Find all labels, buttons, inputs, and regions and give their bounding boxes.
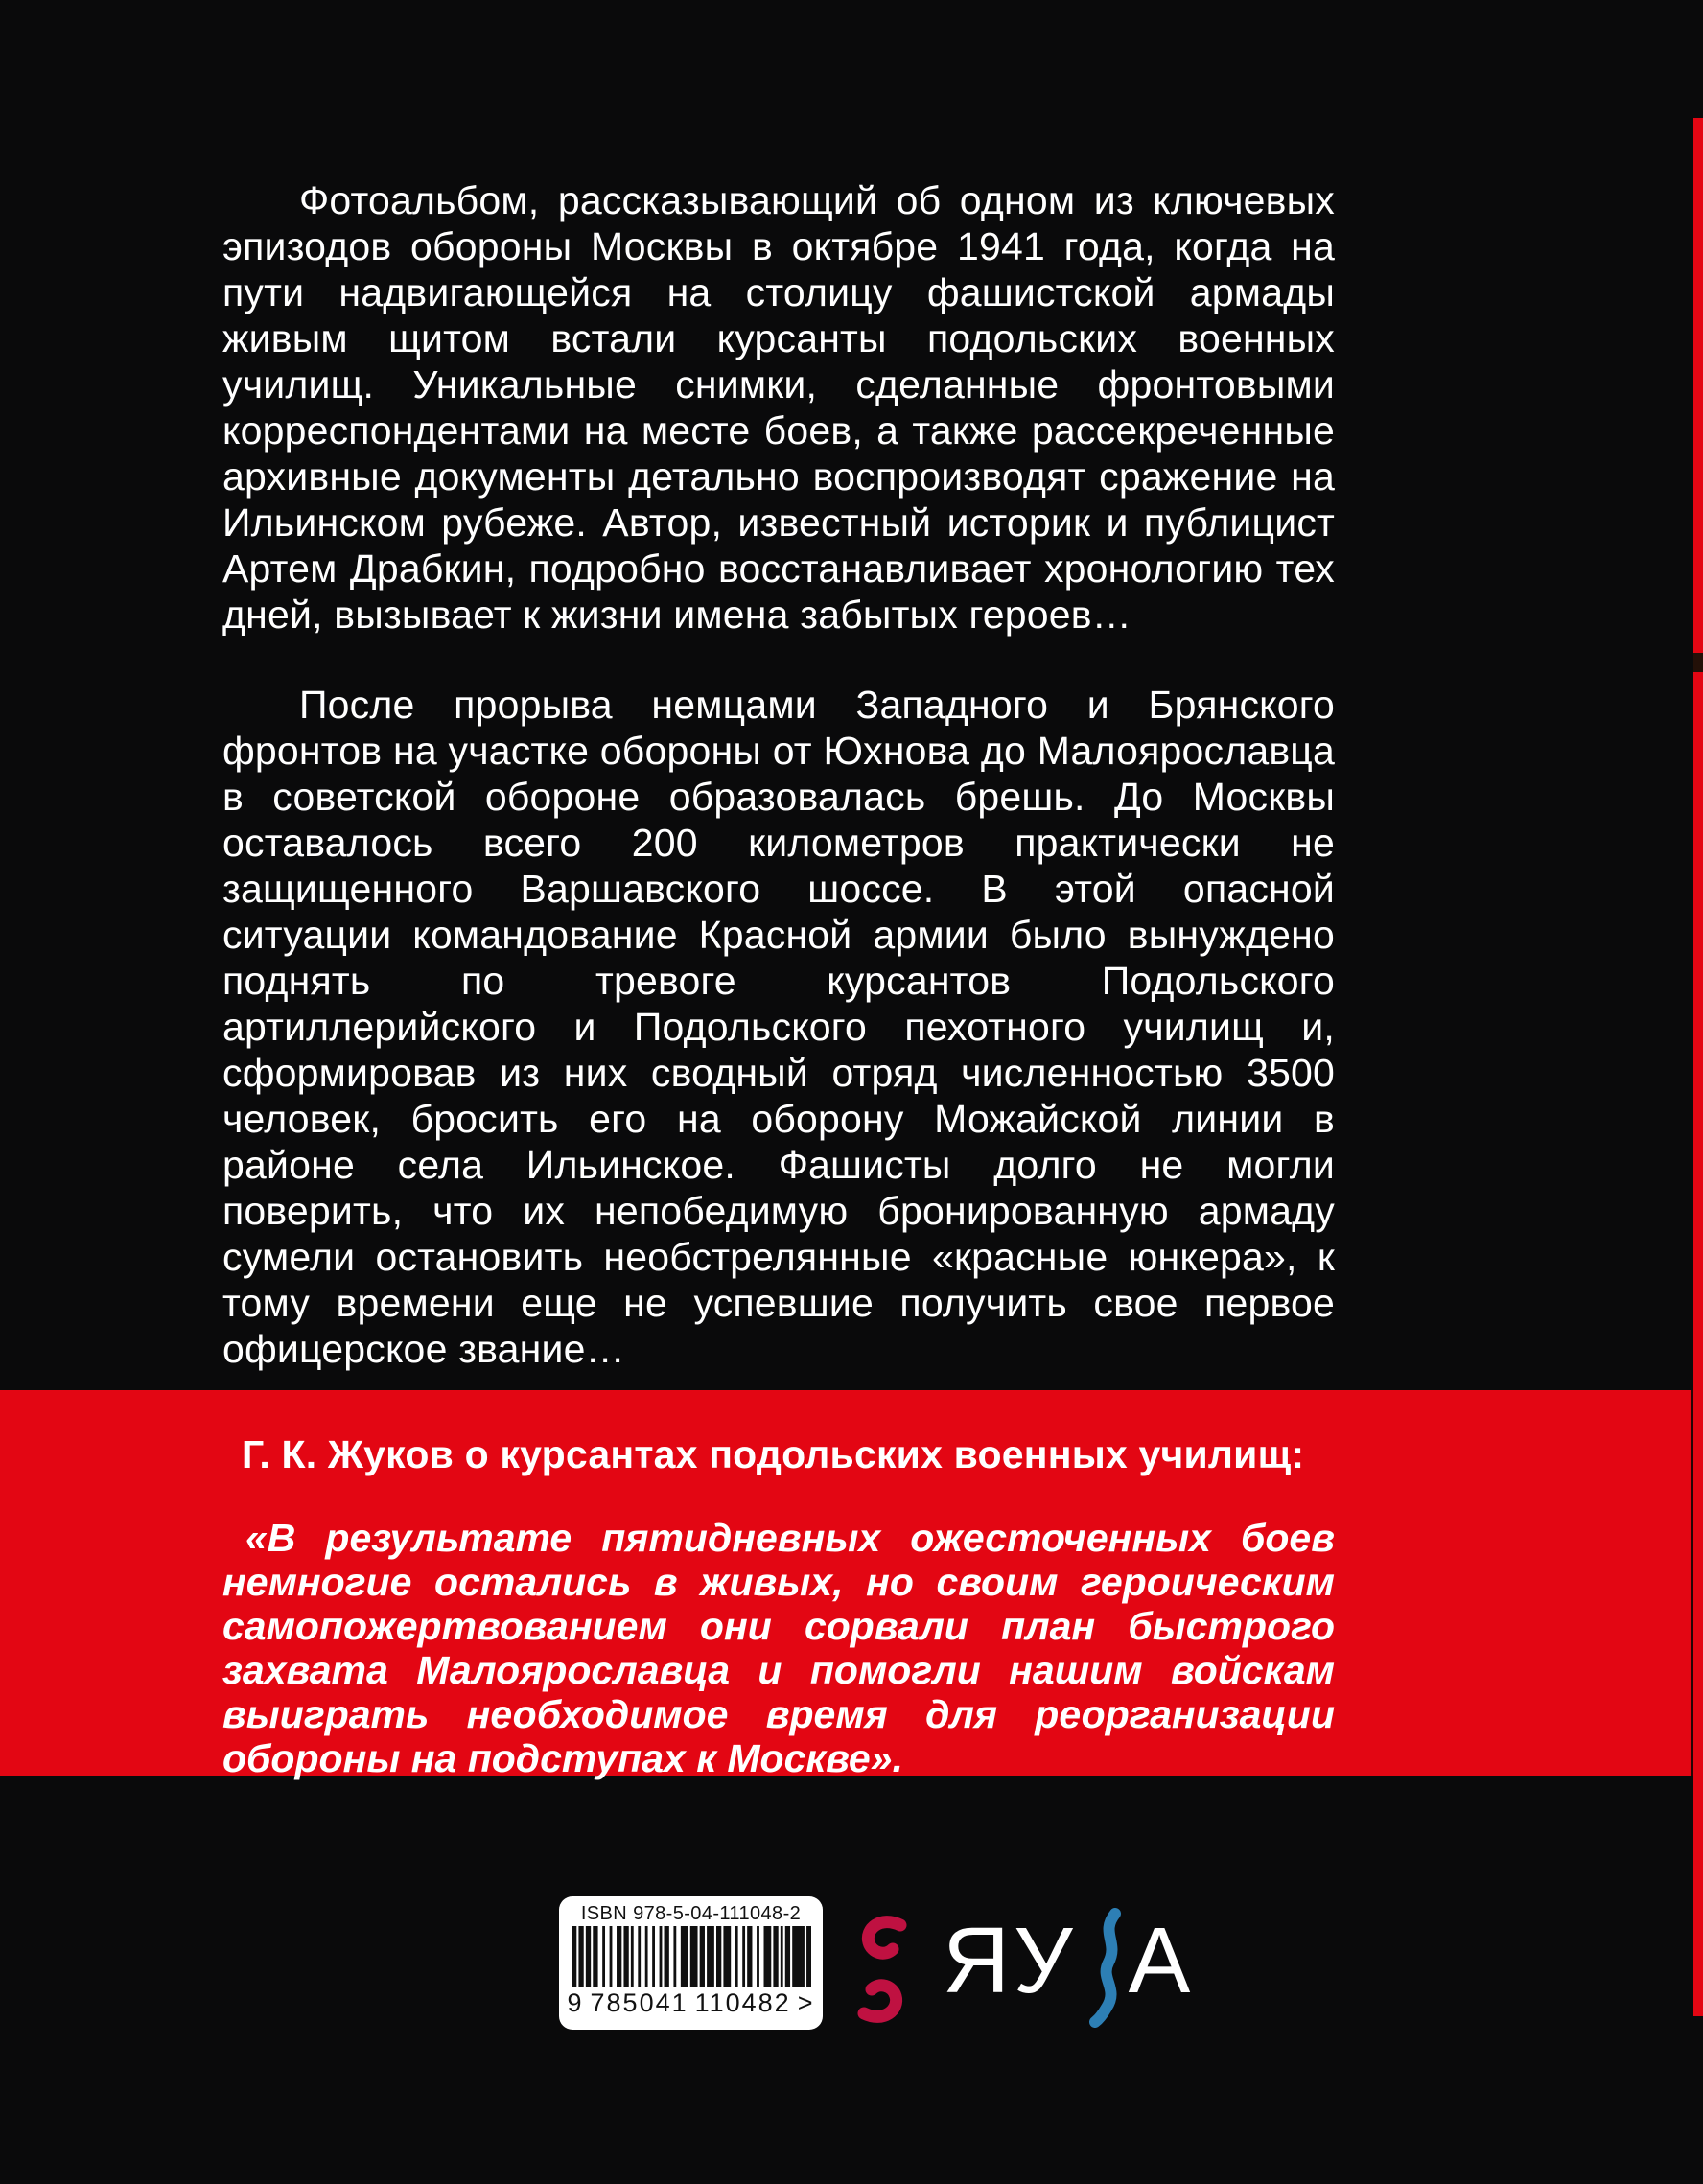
yauza-wordmark	[943, 1908, 1195, 2012]
quote-band-heading: Г. К. Жуков о курсантах подольских военных училищ:	[242, 1432, 1305, 1476]
annotation-paragraph-2: После прорыва немцами Западного и Брянского фронтов на участке обороны от Юхнова до Малоярославца в советской обороне образовалась брешь. До Москвы оставалось всего 200 километров практически не защищенного Варшавского шоссе. В этой опасной ситуации командование Красной армии было вынуждено поднять по тревоге курсантов Подольского артиллерийского и Подольского пехотного училищ и, сформировав из них сводный отряд численностью 3500 человек, бросить его на оборону Можайской линии в районе села Ильинское. Фашисты долго не могли поверить, что их непобедимую бронированную армаду сумели остановить необстрелянные «красные юнкера», к тому времени еще не успевшие получить свое первое офицерское звание…	[222, 683, 1335, 1371]
edge-dark-notch	[1693, 653, 1703, 672]
zhukov-quote-text: «В результате пятидневных ожесточенных боев немногие остались в живых, но своим героическим самопожертвованием они сорвали план быстрого захвата Малоярославца и помогли нашим войскам выиграть необходимое время для реорганизации обороны на подступах к Москве».	[222, 1516, 1335, 1780]
ean-digit-group-1: 9	[567, 1988, 584, 2017]
wordmark-letter-a: А	[1128, 1908, 1195, 2012]
yauza-wave-letter-icon	[1083, 1908, 1127, 2028]
ean-arrow: >	[797, 1988, 815, 2017]
isbn-number: ISBN 978-5-04-111048-2	[580, 1903, 802, 1924]
eksmo-swirl-icon	[853, 1914, 911, 2025]
ean-digits-row	[568, 1988, 815, 2018]
front-cover-edge-strip	[1693, 118, 1703, 2016]
wordmark-letters-yau: ЯУ	[943, 1908, 1077, 2012]
ean-digit-group-3: 110482	[694, 1988, 791, 2017]
isbn-barcode-plate	[559, 1896, 823, 2030]
barcode-bars-icon	[572, 1926, 811, 1987]
annotation-paragraph-1: Фотоальбом, рассказывающий об одном из ключевых эпизодов обороны Москвы в октябре 1941 года, когда на пути надвигающейся на столицу фашистской армады живым щитом встали курсанты подольских военных училищ. Уникальные снимки, сделанные фронтовыми корреспондентами на месте боев, а также рассекреченные архивные документы детально воспроизводят сражение на Ильинском рубеже. Автор, известный историк и публицист Артем Драбкин, подробно восстанавливает хронологию тех дней, вызывает к жизни имена забытых героев…	[222, 178, 1335, 637]
annotation-block	[222, 177, 1335, 1416]
zhukov-quote-band	[0, 1390, 1703, 1780]
ean-digit-group-2: 785041	[590, 1988, 688, 2017]
edge-separator-line	[1691, 1390, 1693, 1776]
